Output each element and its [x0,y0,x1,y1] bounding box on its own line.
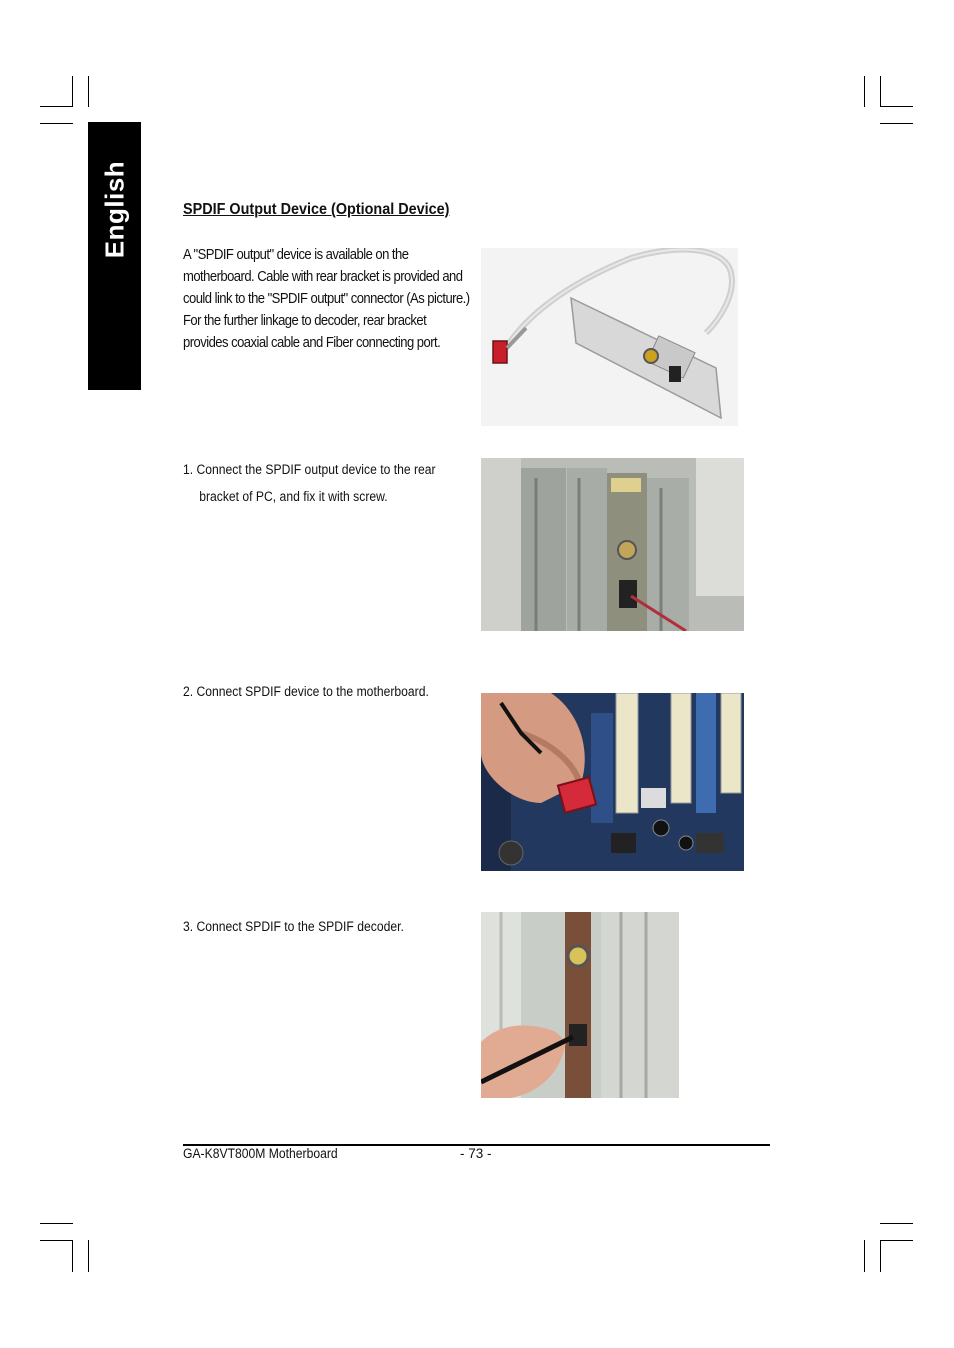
footer-model: GA-K8VT800M Motherboard [183,1146,338,1161]
crop-mark [40,123,73,124]
crop-mark [880,106,913,107]
spdif-bracket-cable-photo [481,248,738,426]
step-1-line-2: bracket of PC, and fix it with screw. [199,489,388,504]
crop-mark [880,76,881,107]
crop-mark [88,76,89,107]
crop-mark [40,1240,73,1241]
crop-mark [40,1223,73,1224]
crop-mark [880,1240,881,1272]
crop-mark [88,1240,89,1272]
crop-mark [880,1223,913,1224]
step-1-line-1: 1. Connect the SPDIF output device to the rear [183,462,436,477]
page-number: - 73 - [460,1146,492,1161]
bracket-installed-photo [481,458,744,631]
crop-mark [72,76,73,107]
step-3-text: 3. Connect SPDIF to the SPDIF decoder. [183,919,404,934]
step-1-text [183,456,436,510]
crop-mark [880,1240,913,1241]
crop-mark [72,1240,73,1272]
language-tab-label: English [99,160,129,259]
intro-paragraph: A "SPDIF output" device is available on the motherboard. Cable with rear bracket is provided and could link to the "SPDIF output" connector (As picture.) For the further linkage to decoder, rear bracket provides coaxial cable and Fiber connecting port. [183,247,470,351]
step-2-text: 2. Connect SPDIF device to the motherboard. [183,684,429,699]
motherboard-header-photo [481,693,744,871]
language-tab [88,122,141,390]
section-title: SPDIF Output Device (Optional Device) [183,201,450,218]
crop-mark [864,1240,865,1272]
crop-mark [880,123,913,124]
crop-mark [864,76,865,107]
crop-mark [40,106,73,107]
decoder-connect-photo [481,912,679,1098]
